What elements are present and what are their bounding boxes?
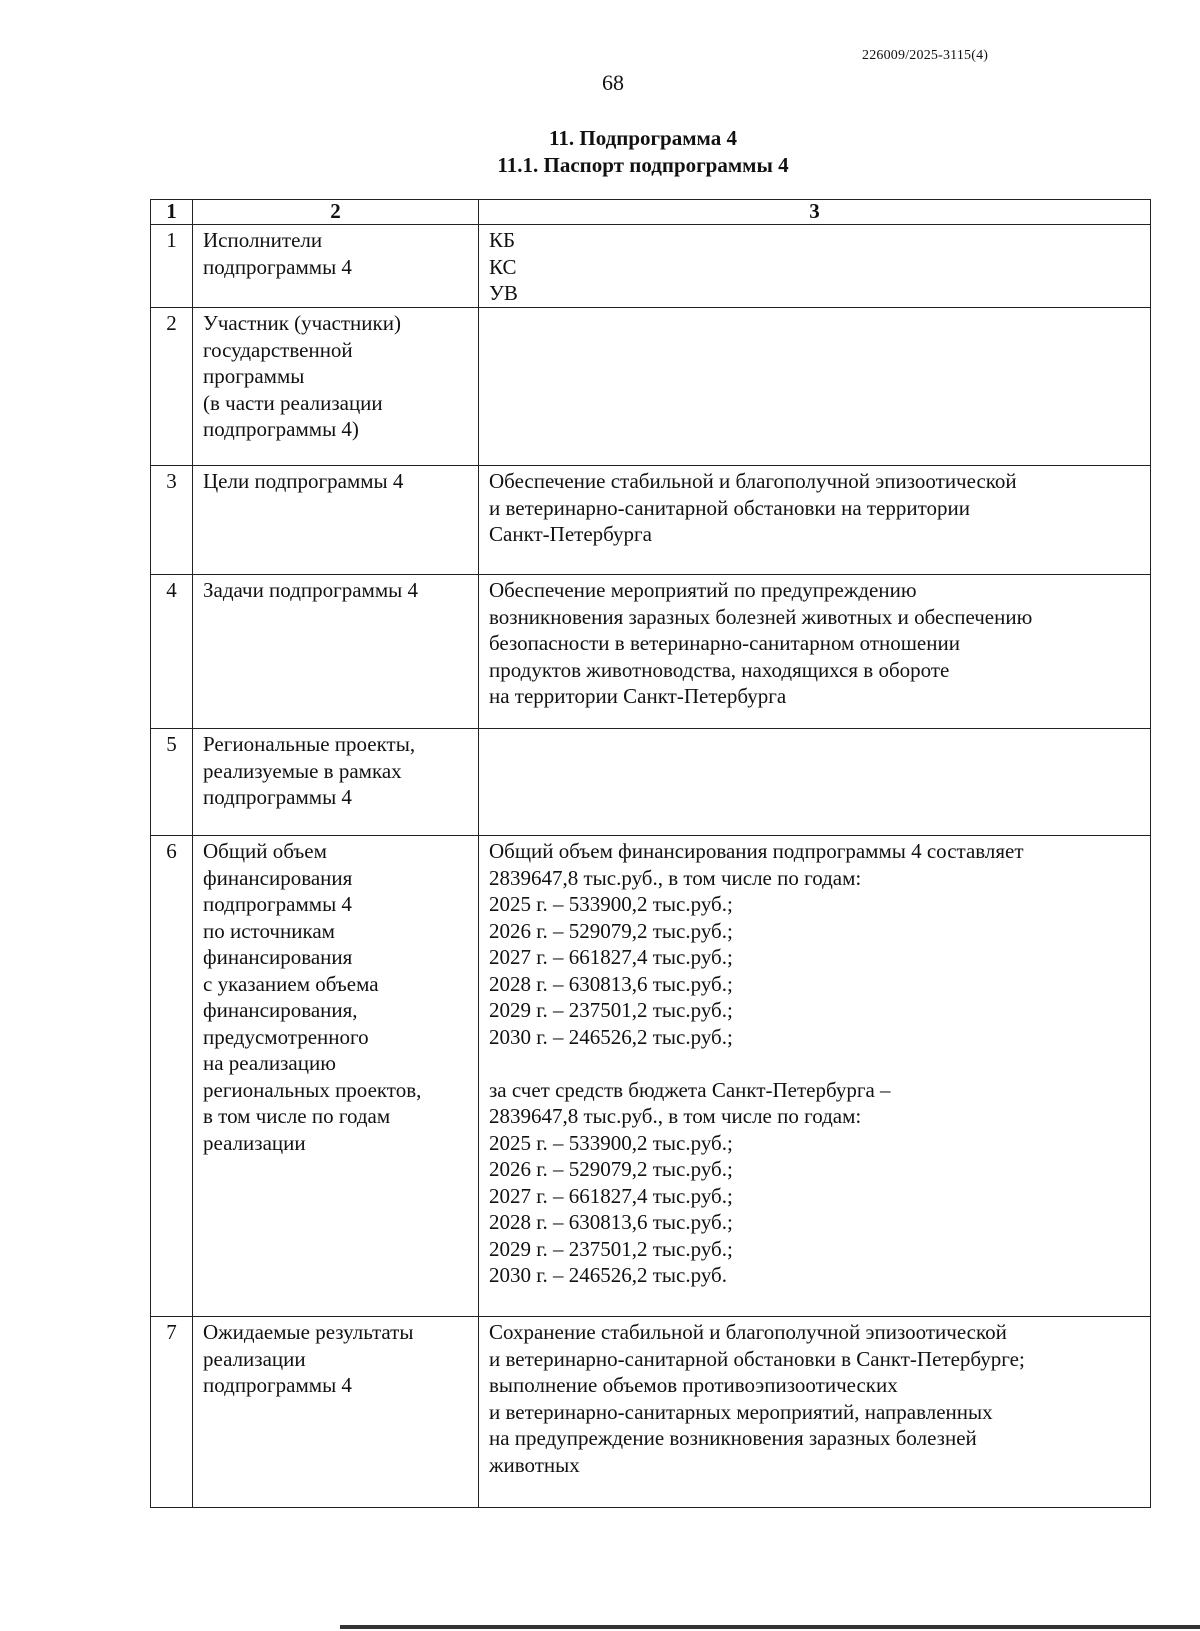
table-row xyxy=(151,308,1151,466)
cell-text-line: за счет средств бюджета Санкт-Петербурга – xyxy=(489,1077,891,1102)
cell-text-line: 2030 г. – 246526,2 тыс.руб. xyxy=(489,1263,727,1287)
cell-text-line: безопасности в ветеринарно-санитарном отношении xyxy=(489,631,960,655)
cell-text-line: в том числе по годам xyxy=(203,1104,391,1128)
cell-text-line: реализуемые в рамках xyxy=(203,758,402,783)
parameter-name-cell xyxy=(193,729,479,836)
cell-text-line: Ожидаемые результаты xyxy=(203,1320,414,1344)
parameter-name-cell xyxy=(193,308,479,466)
table-row xyxy=(151,729,1151,836)
table-row xyxy=(151,836,1151,1317)
cell-text-line: Обеспечение стабильной и благополучной эпизоотической xyxy=(489,469,1017,493)
parameter-value-cell xyxy=(479,575,1151,729)
parameter-name-cell xyxy=(193,836,479,1317)
scan-edge-line xyxy=(340,1625,1200,1629)
cell-text-line: 2025 г. – 533900,2 тыс.руб.; xyxy=(489,1130,733,1155)
cell-text-line: на реализацию xyxy=(203,1051,336,1075)
cell-text-line: на предупреждение возникновения заразных болезней xyxy=(489,1426,977,1450)
cell-text-line: и ветеринарно-санитарной обстановки в Санкт-Петербурге; xyxy=(489,1346,1025,1371)
cell-text-line: Задачи подпрограммы 4 xyxy=(203,578,418,602)
parameter-value-cell xyxy=(479,308,1151,466)
table-row xyxy=(151,575,1151,729)
cell-text-line: финансирования xyxy=(203,945,353,969)
cell-text-line: выполнение объемов противоэпизоотических xyxy=(489,1373,898,1397)
cell-text-line: Участник (участники) xyxy=(203,311,401,335)
cell-text-line: 2029 г. – 237501,2 тыс.руб.; xyxy=(489,998,733,1022)
parameter-name-cell xyxy=(193,1317,479,1508)
cell-text-line: подпрограммы 4 xyxy=(203,254,352,279)
cell-text-line: Санкт-Петербурга xyxy=(489,522,652,546)
document-id: 226009/2025-3115(4) xyxy=(862,48,989,63)
cell-text-line: возникновения заразных болезней животных и обеспечению xyxy=(489,604,1033,629)
cell-text-line: и ветеринарно-санитарной обстановки на территории xyxy=(489,495,971,520)
row-number-cell: 6 xyxy=(151,836,193,1317)
parameter-value-cell xyxy=(479,1317,1151,1508)
cell-text-line: и ветеринарно-санитарных мероприятий, направленных xyxy=(489,1399,993,1424)
cell-text-line: (в части реализации xyxy=(203,390,383,415)
section-subheading: 11.1. Паспорт подпрограммы 4 xyxy=(497,153,789,177)
table-row xyxy=(151,1317,1151,1508)
cell-text-line: Сохранение стабильной и благополучной эпизоотической xyxy=(489,1320,1007,1344)
header-cell: 3 xyxy=(479,200,1151,225)
cell-text-line: 2839647,8 тыс.руб., в том числе по годам: xyxy=(489,865,862,890)
section-heading: 11. Подпрограмма 4 xyxy=(549,126,737,150)
cell-text-line: КС xyxy=(489,254,517,279)
cell-text-line: животных xyxy=(489,1452,580,1477)
cell-text-line: государственной xyxy=(203,337,353,362)
cell-text-line: реализации xyxy=(203,1130,306,1155)
cell-text-line: 2839647,8 тыс.руб., в том числе по годам: xyxy=(489,1104,862,1128)
cell-text-line: продуктов животноводства, находящихся в обороте xyxy=(489,657,950,682)
cell-text-line: 2026 г. – 529079,2 тыс.руб.; xyxy=(489,1157,733,1181)
cell-text-line: подпрограммы 4) xyxy=(203,417,359,441)
row-number-cell: 5 xyxy=(151,729,193,836)
cell-text-line: Общий объем финансирования подпрограммы 4 составляет xyxy=(489,839,1024,863)
cell-text-line: 2027 г. – 661827,4 тыс.руб.; xyxy=(489,1183,733,1208)
cell-text-line: 2030 г. – 246526,2 тыс.руб.; xyxy=(489,1024,733,1049)
parameter-name-cell xyxy=(193,466,479,575)
page-number: 68 xyxy=(602,70,624,95)
cell-text-line: Исполнители xyxy=(203,228,323,252)
cell-text-line xyxy=(489,1050,1140,1077)
cell-text-line: подпрограммы 4 xyxy=(203,1373,352,1397)
cell-text-line: предусмотренного xyxy=(203,1024,369,1049)
cell-text-line: 2027 г. – 661827,4 тыс.руб.; xyxy=(489,945,733,969)
cell-text-line: с указанием объема xyxy=(203,971,379,996)
cell-text-line: 2028 г. – 630813,6 тыс.руб.; xyxy=(489,971,733,996)
cell-text-line: финансирования, xyxy=(203,998,358,1022)
row-number-cell: 1 xyxy=(151,225,193,308)
cell-text-line: 2029 г. – 237501,2 тыс.руб.; xyxy=(489,1236,733,1261)
parameter-value-cell xyxy=(479,466,1151,575)
header-cell: 1 xyxy=(151,200,193,225)
cell-text-line: КБ xyxy=(489,228,516,252)
parameter-value-cell xyxy=(479,225,1151,308)
cell-text-line: региональных проектов, xyxy=(203,1077,422,1102)
row-number-cell: 4 xyxy=(151,575,193,729)
row-number-cell: 3 xyxy=(151,466,193,575)
row-number-cell: 2 xyxy=(151,308,193,466)
table-header-row xyxy=(151,200,1151,225)
cell-text-line: 2026 г. – 529079,2 тыс.руб.; xyxy=(489,918,733,943)
passport-table xyxy=(150,199,1151,1508)
table-row xyxy=(151,225,1151,308)
cell-text-line: программы xyxy=(203,364,305,388)
cell-text-line: подпрограммы 4 xyxy=(203,892,352,916)
parameter-value-cell xyxy=(479,836,1151,1317)
cell-text-line: 2025 г. – 533900,2 тыс.руб.; xyxy=(489,892,733,916)
row-number-cell: 7 xyxy=(151,1317,193,1508)
cell-text-line: Общий объем xyxy=(203,839,327,863)
cell-text-line: Обеспечение мероприятий по предупреждению xyxy=(489,578,917,602)
parameter-value-cell xyxy=(479,729,1151,836)
cell-text-line: подпрограммы 4 xyxy=(203,785,352,809)
cell-text-line: по источникам xyxy=(203,918,335,943)
header-cell: 2 xyxy=(193,200,479,225)
cell-text-line: 2028 г. – 630813,6 тыс.руб.; xyxy=(489,1210,733,1234)
cell-text-line: УВ xyxy=(489,281,518,305)
cell-text-line: на территории Санкт-Петербурга xyxy=(489,684,787,708)
cell-text-line: Цели подпрограммы 4 xyxy=(203,469,404,493)
parameter-name-cell xyxy=(193,575,479,729)
cell-text-line: финансирования xyxy=(203,865,353,890)
cell-text-line: Региональные проекты, xyxy=(203,732,416,756)
table-row xyxy=(151,466,1151,575)
cell-text-line: реализации xyxy=(203,1346,306,1371)
parameter-name-cell xyxy=(193,225,479,308)
